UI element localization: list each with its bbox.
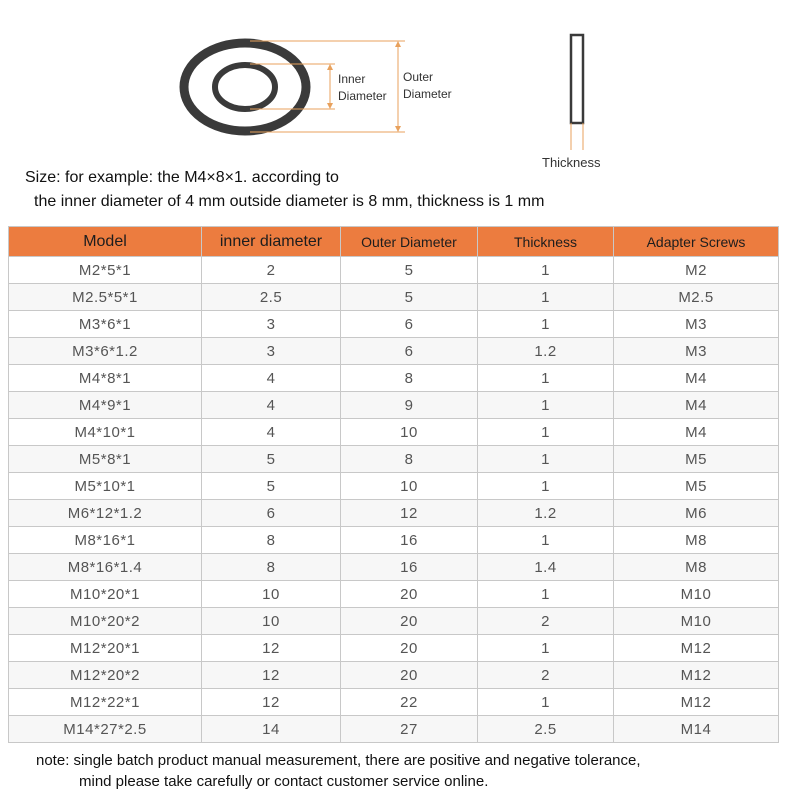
- table-row: [9, 608, 779, 635]
- cell-thickness: 1: [478, 473, 614, 500]
- inner-arrow-top: [327, 64, 333, 70]
- table-row: [9, 338, 779, 365]
- cell-model: M12*20*2: [9, 662, 202, 689]
- cell-inner-diameter: 6: [202, 500, 341, 527]
- cell-outer-diameter: 20: [341, 635, 478, 662]
- cell-inner-diameter: 12: [202, 635, 341, 662]
- cell-inner-diameter: 5: [202, 473, 341, 500]
- cell-inner-diameter: 5: [202, 446, 341, 473]
- cell-inner-diameter: 8: [202, 527, 341, 554]
- cell-adapter-screw: M10: [614, 608, 779, 635]
- cell-model: M6*12*1.2: [9, 500, 202, 527]
- cell-outer-diameter: 8: [341, 365, 478, 392]
- cell-outer-diameter: 27: [341, 716, 478, 743]
- washer-drawing: [0, 0, 800, 170]
- cell-outer-diameter: 22: [341, 689, 478, 716]
- table-row: [9, 392, 779, 419]
- cell-thickness: 1: [478, 311, 614, 338]
- cell-outer-diameter: 8: [341, 446, 478, 473]
- table-row: [9, 662, 779, 689]
- washer-diagram: [0, 0, 800, 170]
- cell-model: M4*8*1: [9, 365, 202, 392]
- cell-outer-diameter: 16: [341, 527, 478, 554]
- table-row: [9, 716, 779, 743]
- note-line-1: note: single batch product manual measurement, there are positive and negative tolerance,: [36, 752, 641, 769]
- cell-adapter-screw: M5: [614, 473, 779, 500]
- cell-thickness: 1: [478, 689, 614, 716]
- washer-outer-ring: [184, 43, 306, 131]
- cell-model: M5*8*1: [9, 446, 202, 473]
- cell-thickness: 1: [478, 392, 614, 419]
- table-body: [9, 257, 779, 743]
- cell-inner-diameter: 3: [202, 311, 341, 338]
- cell-thickness: 1: [478, 527, 614, 554]
- table-row: [9, 689, 779, 716]
- washer-inner-hole: [215, 65, 275, 109]
- table-row: [9, 473, 779, 500]
- footer-note: [36, 750, 641, 792]
- cell-model: M3*6*1.2: [9, 338, 202, 365]
- cell-thickness: 1: [478, 581, 614, 608]
- cell-model: M12*20*1: [9, 635, 202, 662]
- size-line-1: Size: for example: the M4×8×1. according to: [25, 169, 339, 186]
- outer-diameter-label: Outer Diameter: [403, 70, 452, 101]
- cell-thickness: 1: [478, 635, 614, 662]
- table-row: [9, 365, 779, 392]
- cell-inner-diameter: 2.5: [202, 284, 341, 311]
- cell-model: M3*6*1: [9, 311, 202, 338]
- cell-thickness: 1: [478, 419, 614, 446]
- cell-model: M5*10*1: [9, 473, 202, 500]
- cell-adapter-screw: M12: [614, 689, 779, 716]
- table-row: [9, 500, 779, 527]
- cell-inner-diameter: 10: [202, 581, 341, 608]
- cell-adapter-screw: M14: [614, 716, 779, 743]
- cell-adapter-screw: M2.5: [614, 284, 779, 311]
- cell-adapter-screw: M3: [614, 338, 779, 365]
- header-inner-diameter: inner diameter: [202, 227, 341, 257]
- washer-spec-table: [8, 226, 779, 743]
- cell-thickness: 1: [478, 446, 614, 473]
- table-row: [9, 554, 779, 581]
- cell-outer-diameter: 12: [341, 500, 478, 527]
- cell-inner-diameter: 14: [202, 716, 341, 743]
- cell-inner-diameter: 4: [202, 365, 341, 392]
- cell-outer-diameter: 10: [341, 473, 478, 500]
- table-row: [9, 581, 779, 608]
- cell-thickness: 1.2: [478, 338, 614, 365]
- cell-outer-diameter: 9: [341, 392, 478, 419]
- thickness-label: Thickness: [542, 155, 601, 170]
- size-explanation: [25, 166, 544, 214]
- cell-adapter-screw: M3: [614, 311, 779, 338]
- table-row: [9, 527, 779, 554]
- cell-inner-diameter: 4: [202, 419, 341, 446]
- cell-outer-diameter: 5: [341, 284, 478, 311]
- cell-model: M10*20*1: [9, 581, 202, 608]
- table-row: [9, 284, 779, 311]
- cell-thickness: 2: [478, 662, 614, 689]
- cell-thickness: 1: [478, 257, 614, 284]
- cell-adapter-screw: M4: [614, 419, 779, 446]
- cell-inner-diameter: 8: [202, 554, 341, 581]
- cell-thickness: 1: [478, 365, 614, 392]
- outer-arrow-bottom: [395, 126, 401, 132]
- cell-thickness: 2: [478, 608, 614, 635]
- outer-arrow-top: [395, 41, 401, 47]
- cell-adapter-screw: M8: [614, 527, 779, 554]
- cell-model: M2*5*1: [9, 257, 202, 284]
- cell-model: M8*16*1: [9, 527, 202, 554]
- header-model: Model: [9, 227, 202, 257]
- cell-outer-diameter: 5: [341, 257, 478, 284]
- cell-thickness: 1: [478, 284, 614, 311]
- cell-thickness: 1.4: [478, 554, 614, 581]
- note-line-2: mind please take carefully or contact customer service online.: [79, 773, 489, 790]
- cell-adapter-screw: M12: [614, 662, 779, 689]
- table-row: [9, 635, 779, 662]
- table-header-row: [9, 227, 779, 257]
- cell-adapter-screw: M4: [614, 365, 779, 392]
- cell-thickness: 2.5: [478, 716, 614, 743]
- inner-arrow-bottom: [327, 103, 333, 109]
- cell-thickness: 1.2: [478, 500, 614, 527]
- header-outer-diameter: Outer Diameter: [341, 227, 478, 257]
- cell-adapter-screw: M10: [614, 581, 779, 608]
- table-row: [9, 311, 779, 338]
- header-adapter-screws: Adapter Screws: [614, 227, 779, 257]
- cell-adapter-screw: M12: [614, 635, 779, 662]
- cell-outer-diameter: 20: [341, 581, 478, 608]
- header-thickness: Thickness: [478, 227, 614, 257]
- cell-outer-diameter: 16: [341, 554, 478, 581]
- cell-outer-diameter: 6: [341, 338, 478, 365]
- cell-outer-diameter: 6: [341, 311, 478, 338]
- table-row: [9, 446, 779, 473]
- cell-model: M12*22*1: [9, 689, 202, 716]
- cell-model: M4*9*1: [9, 392, 202, 419]
- cell-outer-diameter: 20: [341, 608, 478, 635]
- cell-adapter-screw: M4: [614, 392, 779, 419]
- inner-diameter-label: Inner Diameter: [338, 72, 387, 103]
- cell-model: M10*20*2: [9, 608, 202, 635]
- cell-adapter-screw: M2: [614, 257, 779, 284]
- table-row: [9, 257, 779, 284]
- washer-side-view: [571, 35, 583, 123]
- cell-inner-diameter: 12: [202, 662, 341, 689]
- cell-adapter-screw: M8: [614, 554, 779, 581]
- table-row: [9, 419, 779, 446]
- cell-model: M4*10*1: [9, 419, 202, 446]
- cell-inner-diameter: 4: [202, 392, 341, 419]
- cell-adapter-screw: M6: [614, 500, 779, 527]
- cell-model: M8*16*1.4: [9, 554, 202, 581]
- cell-outer-diameter: 10: [341, 419, 478, 446]
- cell-inner-diameter: 12: [202, 689, 341, 716]
- size-line-2: the inner diameter of 4 mm outside diameter is 8 mm, thickness is 1 mm: [34, 193, 545, 210]
- cell-inner-diameter: 10: [202, 608, 341, 635]
- cell-model: M2.5*5*1: [9, 284, 202, 311]
- cell-adapter-screw: M5: [614, 446, 779, 473]
- cell-inner-diameter: 3: [202, 338, 341, 365]
- cell-inner-diameter: 2: [202, 257, 341, 284]
- cell-outer-diameter: 20: [341, 662, 478, 689]
- cell-model: M14*27*2.5: [9, 716, 202, 743]
